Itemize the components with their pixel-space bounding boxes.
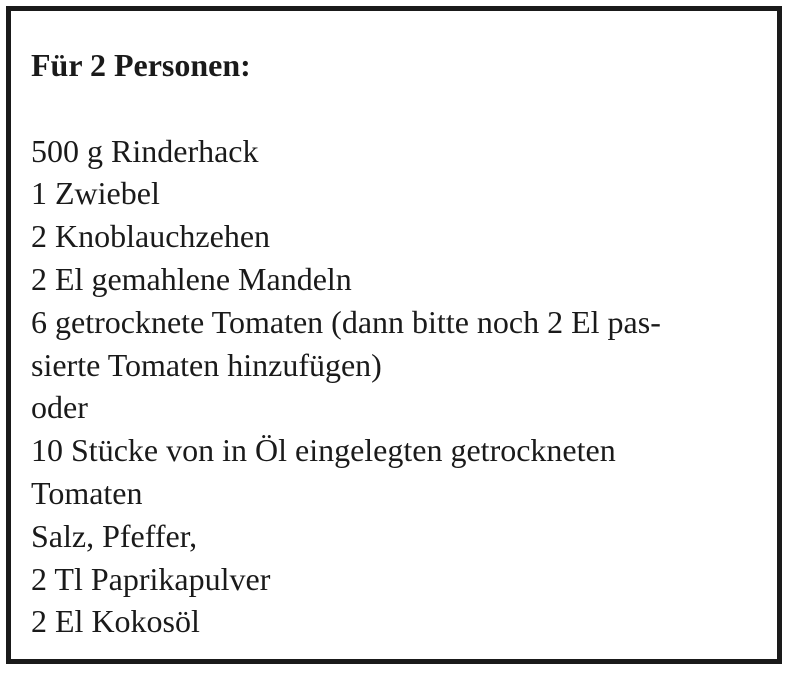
ingredient-line: 2 El Kokosöl	[31, 603, 200, 640]
recipe-box	[6, 6, 782, 664]
ingredient-line: Tomaten	[31, 474, 143, 511]
ingredient-line: sierte Tomaten hinzufügen)	[31, 346, 382, 383]
ingredient-line: 2 Tl Paprikapulver	[31, 560, 271, 597]
ingredient-line: 1 Zwiebel	[31, 175, 160, 212]
recipe-content	[31, 44, 766, 643]
ingredient-line: 2 El gemahlene Mandeln	[31, 260, 352, 297]
ingredient-line: Salz, Pfeffer,	[31, 517, 198, 554]
ingredient-line: 500 g Rinderhack	[31, 132, 259, 169]
ingredient-line: 2 Knoblauchzehen	[31, 218, 271, 255]
ingredient-line: 6 getrocknete Tomaten (dann bitte noch 2 El pas-	[31, 303, 661, 340]
ingredient-line: oder	[31, 389, 88, 426]
ingredient-line: 10 Stücke von in Öl eingelegten getrockneten	[31, 432, 616, 469]
recipe-heading: Für 2 Personen:	[31, 47, 251, 83]
